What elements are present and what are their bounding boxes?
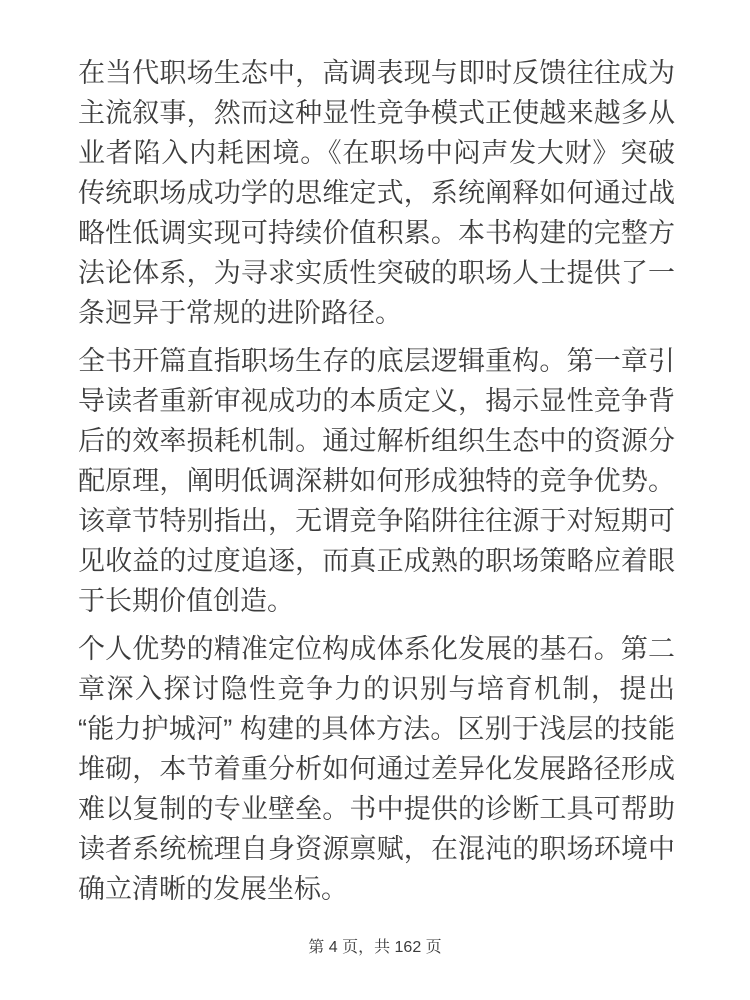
page-content [78, 0, 675, 917]
page-indicator: 第 4 页，共 162 页 [308, 939, 442, 956]
paragraph-chapter-two: 个人优势的精准定位构成体系化发展的基石。第二章深入探讨隐性竞争力的识别与培育机制，提出 “能力护城河” 构建的具体方法。区别于浅层的技能堆砌，本节着重分析如何通过差异化发展路径形成难以复制的专业壁垒。书中提供的诊断工具可帮助读者系统梳理自身资源禀赋，在混沌的职场环境中确立清晰的发展坐标。 [78, 634, 675, 904]
page-footer [0, 936, 750, 960]
paragraph-chapter-one: 全书开篇直指职场生存的底层逻辑重构。第一章引导读者重新审视成功的本质定义，揭示显性竞争背后的效率损耗机制。通过解析组织生态中的资源分配原理，阐明低调深耕如何形成独特的竞争优势。该章节特别指出，无谓竞争陷阱往往源于对短期可见收益的过度追逐，而真正成熟的职场策略应着眼于长期价值创造。 [78, 346, 675, 616]
paragraph-intro: 在当代职场生态中，高调表现与即时反馈往往成为主流叙事，然而这种显性竞争模式正使越来越多从业者陷入内耗困境。《在职场中闷声发大财》突破传统职场成功学的思维定式，系统阐释如何通过战略性低调实现可持续价值积累。本书构建的完整方法论体系，为寻求实质性突破的职场人士提供了一条迥异于常规的进阶路径。 [78, 58, 675, 328]
